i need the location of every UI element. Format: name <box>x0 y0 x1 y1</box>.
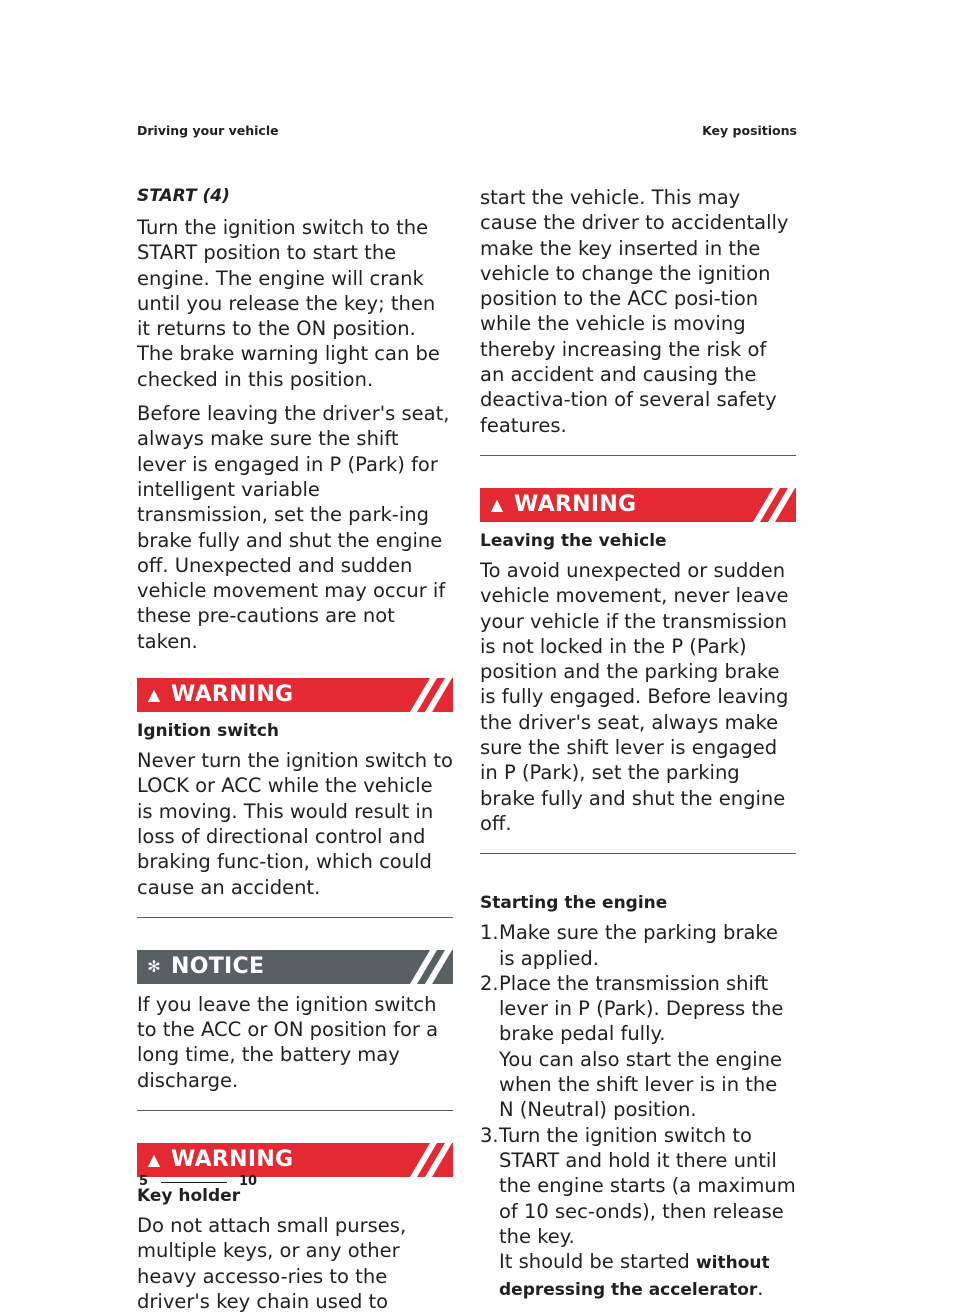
right-column <box>480 185 796 1304</box>
leaving-seat-paragraph: Before leaving the driver's seat, always make sure the shift lever is engaged in P (Park) for intelligent variable transmission, set the park-ing brake fully and shut the engine off. Unexpected and sudden vehicle movement may occur if these pre-cautions are not taken. <box>137 402 450 653</box>
step-number: 3. <box>480 1123 499 1147</box>
step-note <box>499 1249 796 1304</box>
warning-text-key-holder: Do not attach small purses, multiple keys, or any other heavy accesso-ries to the driver's key chain used to <box>137 1214 407 1313</box>
warning-triangle-icon: ▲ <box>147 1150 161 1170</box>
notice-label: NOTICE <box>171 953 265 979</box>
step-number: 1. <box>480 921 499 945</box>
step-note: You can also start the engine when the shift lever is in the N (Neutral) position. <box>499 1047 783 1122</box>
step-text: Turn the ignition switch to START and hold it there until the engine starts (a maximum of 10 sec-onds), then release the key. <box>499 1123 796 1248</box>
warning-text-leaving-vehicle: To avoid unexpected or sudden vehicle movement, never leave your vehicle if the transmission is not locked in the P (Park) position and the parking brake is fully engaged. Before leaving the driver's seat, always make sure the shift lever is engaged in P (Park), set the parking brake fully and shut the engine off. <box>480 558 789 835</box>
asterisk-icon: ✻ <box>147 956 161 976</box>
list-item <box>480 971 796 1123</box>
footer-divider <box>161 1182 227 1183</box>
running-header-left: Driving your vehicle <box>137 123 279 138</box>
warning-title-key-holder: Key holder <box>137 1186 241 1207</box>
list-item <box>480 920 796 971</box>
step-text: Make sure the parking brake is applied. <box>499 921 778 970</box>
banner-slash-decoration <box>748 488 796 522</box>
start-section-title: START (4) <box>137 186 230 206</box>
warning-text-ignition: Never turn the ignition switch to LOCK or ACC while the vehicle is moving. This would result in loss of directional control and braking func-tion, which could cause an accident. <box>137 749 453 899</box>
starting-steps-list <box>480 920 796 1303</box>
footer-page-number: 10 <box>239 1174 258 1189</box>
starting-engine-title: Starting the engine <box>480 893 668 914</box>
warning-label: WARNING <box>514 491 637 517</box>
step-note-emphasis: without depressing the accelerator <box>499 1253 770 1301</box>
step-note-end: . <box>757 1277 764 1301</box>
warning-label: WARNING <box>171 1147 294 1173</box>
start-paragraph: Turn the ignition switch to the START position to start the engine. The engine will crank until you release the key; then it returns to the ON position. The brake warning light can be checked in this position. <box>137 216 440 391</box>
notice-banner <box>137 950 453 984</box>
step-note-text: It should be started <box>499 1250 696 1274</box>
step-number: 2. <box>480 971 499 995</box>
left-column <box>137 185 453 1314</box>
warning-triangle-icon: ▲ <box>147 685 161 705</box>
warning-banner-leaving-vehicle <box>480 488 796 522</box>
footer-section-number: 5 <box>139 1174 149 1189</box>
banner-slash-decoration <box>405 678 453 712</box>
warning-banner-key-holder <box>137 1143 453 1177</box>
banner-slash-decoration <box>405 1143 453 1177</box>
warning-label: WARNING <box>171 682 294 708</box>
list-item <box>480 1123 796 1304</box>
warning-title-leaving-vehicle: Leaving the vehicle <box>480 530 667 551</box>
banner-slash-decoration <box>405 950 453 984</box>
warning-continued-text: start the vehicle. This may cause the driver to accidentally make the key inserted in the vehicle to change the ignition position to the ACC posi-tion while the vehicle is moving thereby increasing the risk of an accident and causing the deactiva-tion of several safety features. <box>480 186 789 437</box>
step-text: Place the transmission shift lever in P (Park). Depress the brake pedal fully. <box>499 971 784 1046</box>
warning-title-ignition: Ignition switch <box>137 721 280 742</box>
warning-banner-ignition <box>137 678 453 712</box>
warning-triangle-icon: ▲ <box>490 494 504 514</box>
notice-text: If you leave the ignition switch to the ACC or ON position for a long time, the battery may discharge. <box>137 992 439 1092</box>
running-header-right: Key positions <box>702 123 797 138</box>
